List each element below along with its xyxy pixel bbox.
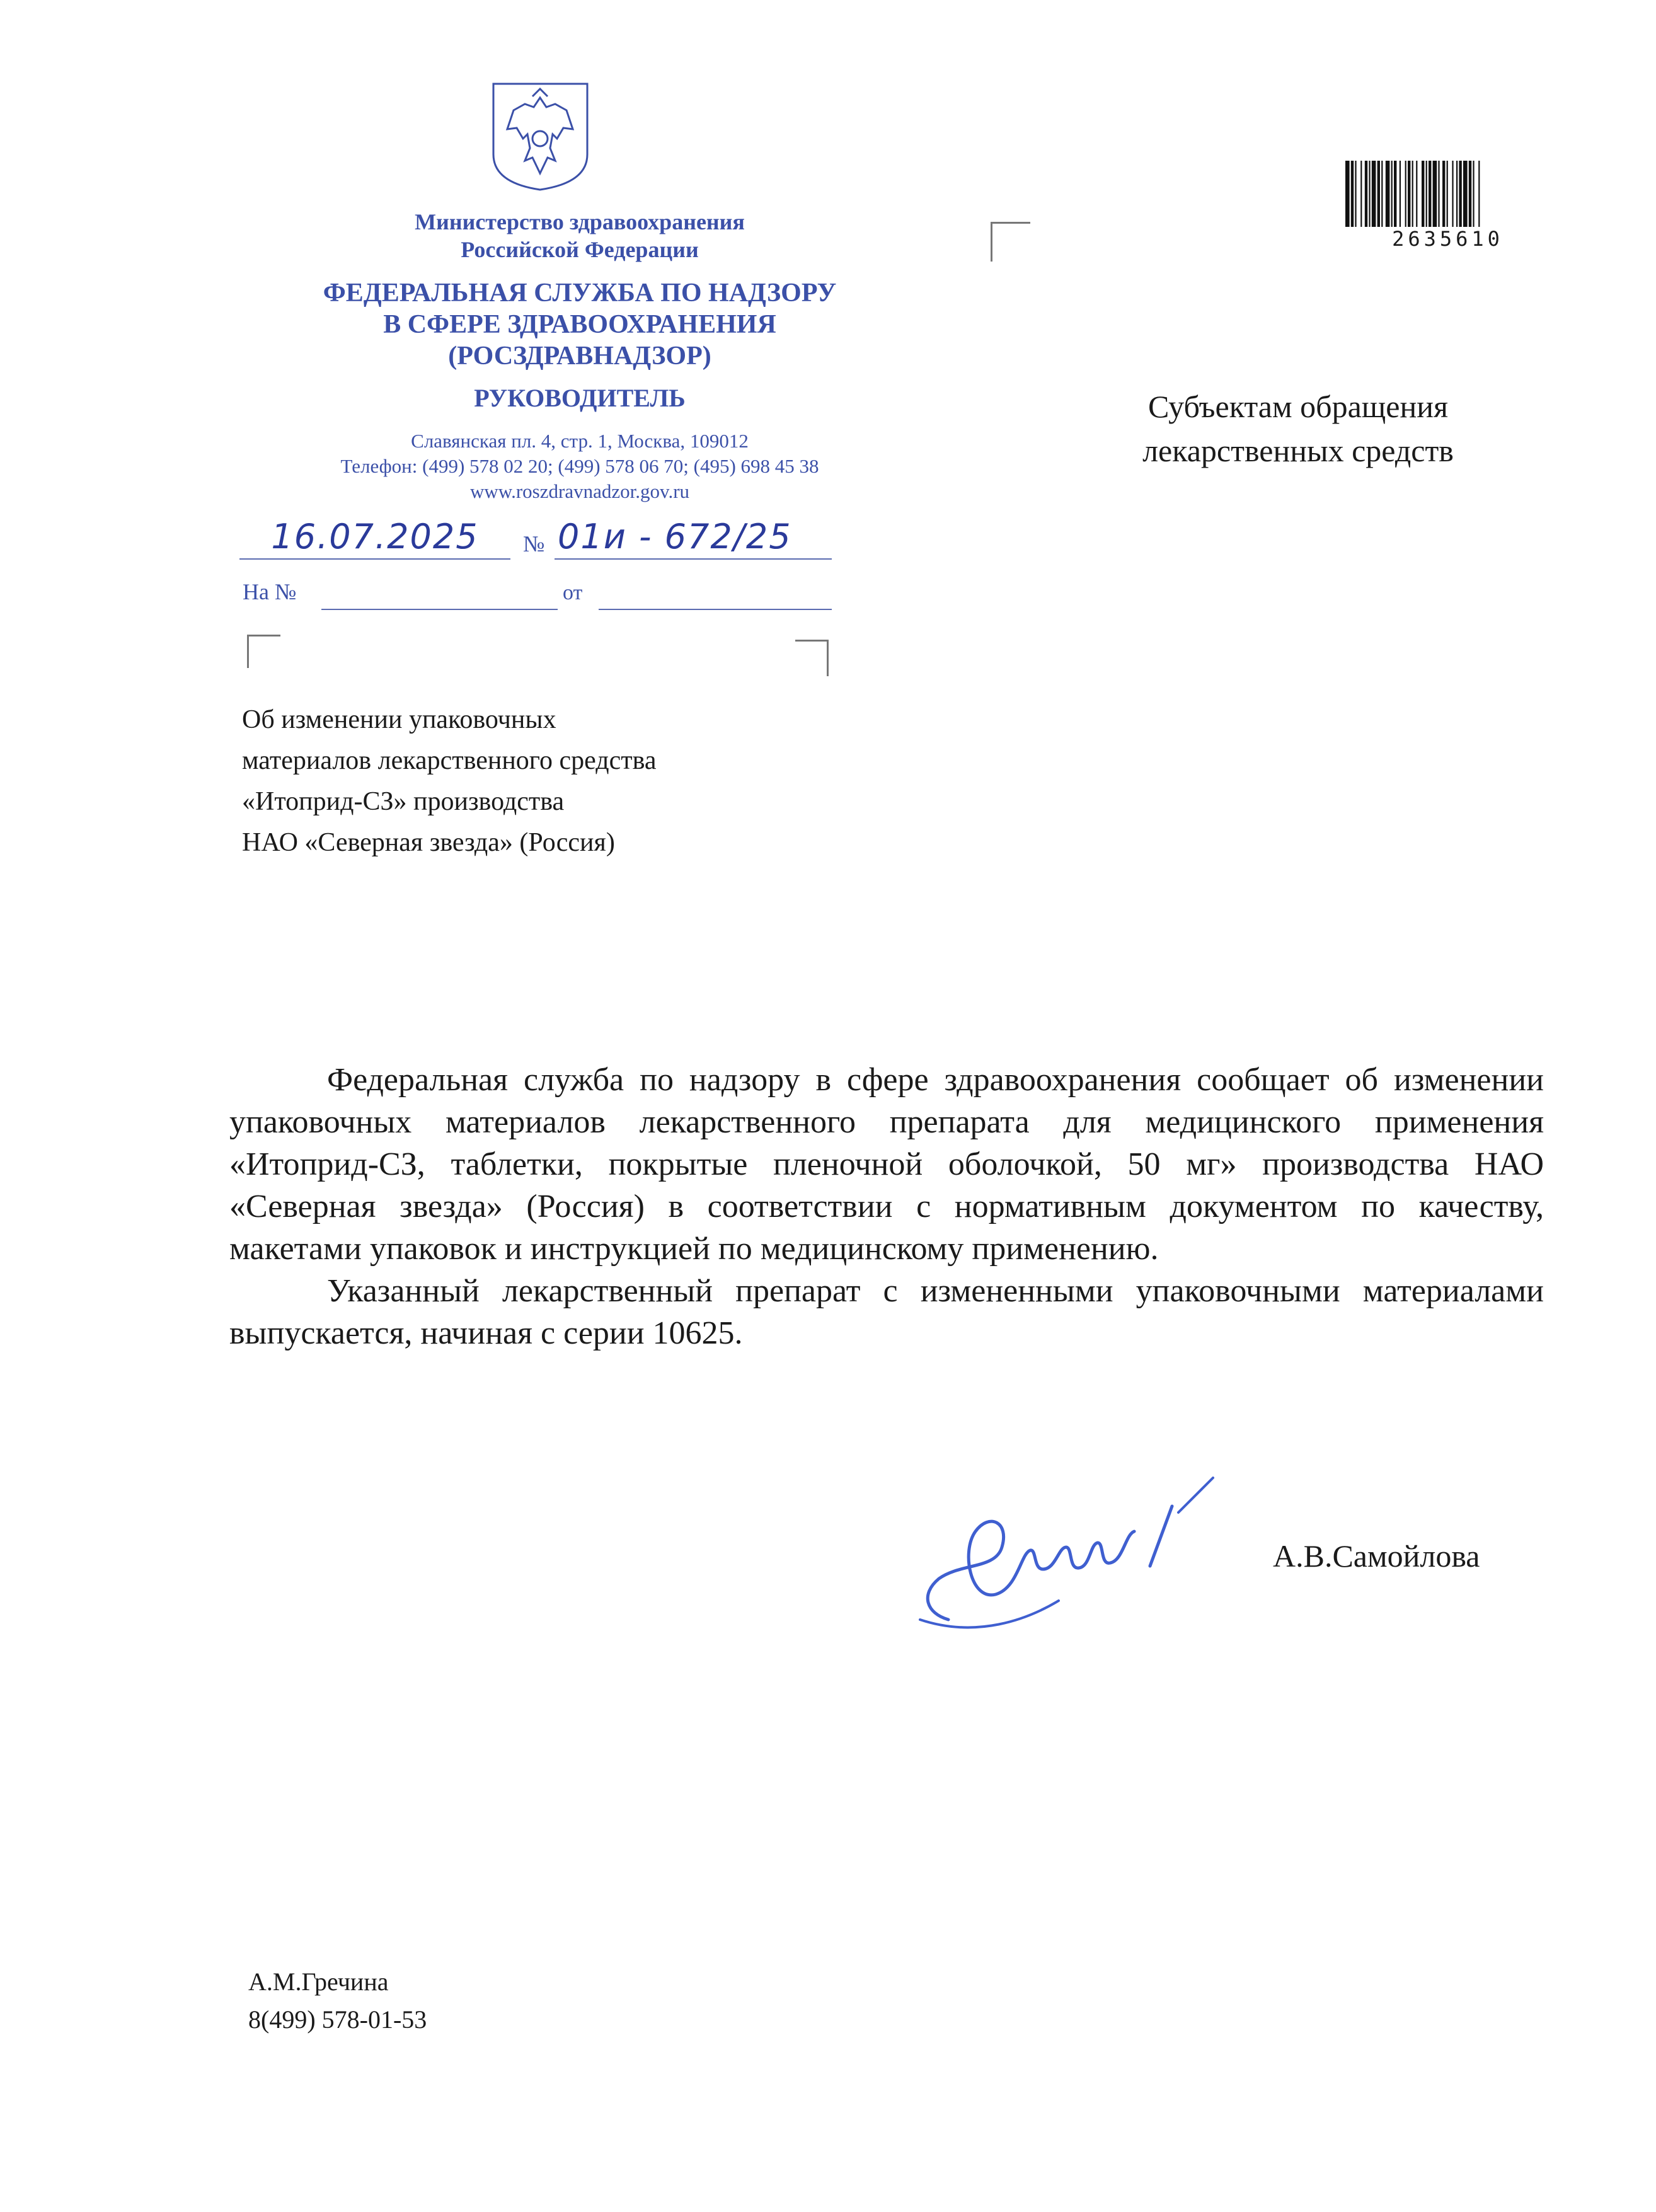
number-underline [555,558,832,560]
website: www.roszdravnadzor.gov.ru [469,480,690,502]
reply-label: На № [243,579,297,604]
number-label: № [523,531,545,556]
from-label: от [563,581,583,604]
head-title: РУКОВОДИТЕЛЬ [474,384,686,412]
handwritten-signature [901,1412,1229,1651]
address: Славянская пл. 4, стр. 1, Москва, 109012 [411,430,749,452]
barcode-bar [1355,161,1356,227]
executor-contact [248,1963,427,2039]
barcode-bar [1394,161,1396,227]
barcode-bar [1416,161,1417,227]
addressee: Субъектам обращения лекарственных средств [1142,389,1454,468]
barcode-bar [1429,161,1431,227]
body-paragraph: Федеральная служба по надзору в сфере здравоохранения сообщает об изменении упаковочных материалов лекарственного препарата для медицинского применения «Итоприд-СЗ, таблетки, покрытые пленочной оболочкой, 50 мг» производства НАО «Северная звезда» (Россия) в соответствии с нормативным документом по качеству, макетами упаковок и инструкцией по медицинскому применению. [229,1062,1544,1267]
phones: Телефон: (499) 578 02 20; (499) 578 06 70; (495) 698 45 38 [340,455,819,477]
barcode-bar [1372,161,1376,227]
contact-block [208,429,952,504]
barcode-bar [1412,161,1413,227]
barcode-bar [1452,161,1453,227]
barcode-bar [1426,161,1427,227]
registration-number: 01и - 672/25 [558,517,792,556]
date-underline [239,558,510,560]
barcode-bar [1442,161,1445,227]
subject: Об изменении упаковочных материалов лекарственного средства «Итоприд-СЗ» производства НАО «Северная звезда» (Россия) [242,705,657,857]
barcode-bar [1381,161,1383,227]
barcode-bar [1369,161,1370,227]
barcode-bar [1365,161,1367,227]
service-name: ФЕДЕРАЛЬНАЯ СЛУЖБА ПО НАДЗОРУ В СФЕРЕ ЗДРАВООХРАНЕНИЯ (РОСЗДРАВНАДЗОР) [323,279,837,371]
barcode [1345,161,1550,227]
from-underline [599,609,832,610]
registration-date: 16.07.2025 [271,517,479,556]
letter-body [229,1059,1544,1354]
barcode-bar [1408,161,1410,227]
barcode-bar [1405,161,1406,227]
subject-bracket-left [247,635,280,668]
reply-underline [321,609,558,610]
barcode-bar [1360,161,1362,227]
barcode-bar [1351,161,1354,227]
barcode-bar [1473,161,1474,227]
subject-bracket-right [795,640,829,676]
barcode-bar [1391,161,1393,227]
barcode-bar [1456,161,1458,227]
barcode-number: 2635610 [1392,227,1504,251]
barcode-bar [1463,161,1468,227]
signer-name: А.В.Самойлова [1273,1538,1480,1574]
barcode-bar [1447,161,1448,227]
barcode-bar [1469,161,1471,227]
barcode-bar [1400,161,1401,227]
barcode-bar [1478,161,1480,227]
ministry-name: Министерство здравоохранения Российской Федерации [415,209,745,262]
executor-name: А.М.Гречина [248,1967,389,1996]
barcode-bar [1345,161,1350,227]
barcode-bar [1422,161,1424,227]
executor-phone: 8(499) 578-01-53 [248,2005,427,2034]
coat-of-arms-emblem [488,79,592,192]
barcode-bar [1377,161,1380,227]
body-paragraph: Указанный лекарственный препарат с измененными упаковочными материалами выпускается, начиная с серии 10625. [229,1273,1544,1351]
barcode-bar [1433,161,1437,227]
barcode-bar [1438,161,1439,227]
address-bracket [991,222,1030,262]
barcode-bar [1459,161,1461,227]
barcode-bar [1386,161,1390,227]
